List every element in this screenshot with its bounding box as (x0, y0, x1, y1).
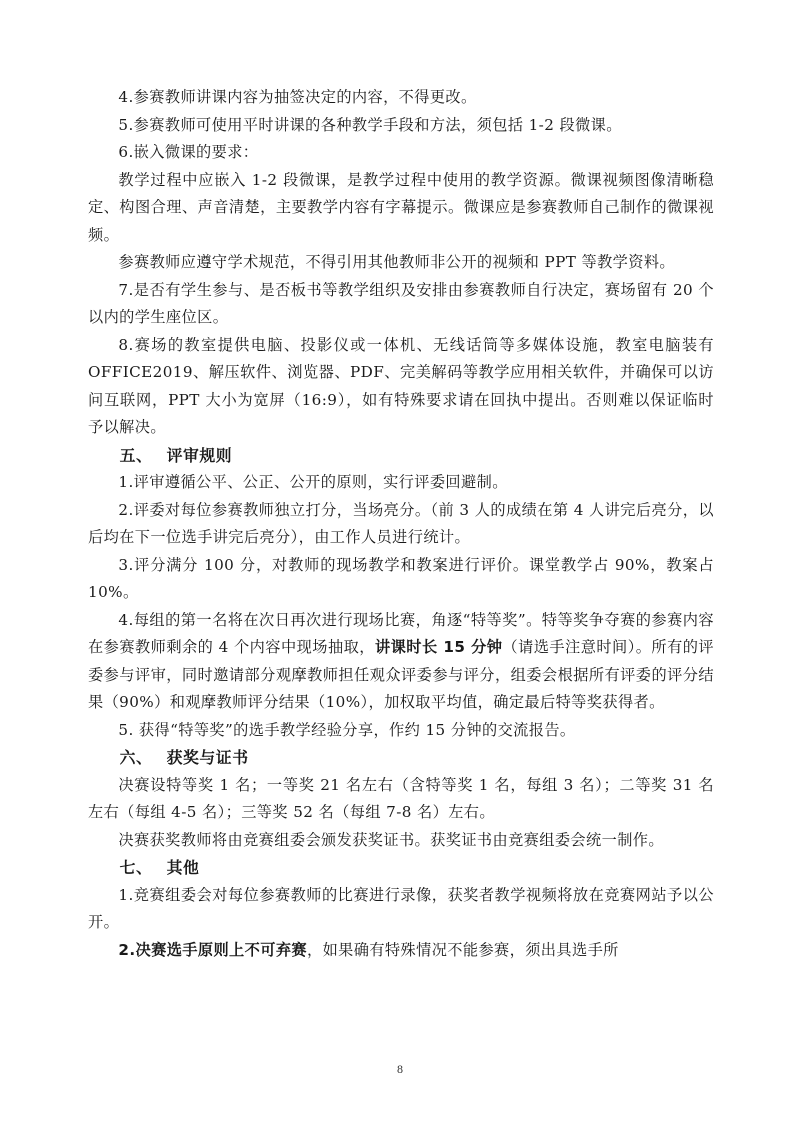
paragraph-item-6: 6.嵌入微课的要求： (118, 143, 259, 161)
rule-text: （请选手注意时间）。所有的评委参与评审，同时邀请部分观摩教师担任观众评委参与评分，组委会根据所有评委的评分结果（90%）和观摩教师评分结果（10%），加权取平均值，确定最后特等奖获得者。 (88, 638, 715, 711)
paragraph-item-8: 8.赛场的教室提供电脑、投影仪或一体机、无线话筒等多媒体设施，教室电脑装有 OFFICE2019、解压软件、浏览器、PDF、完美解码等教学应用相关软件，并确保可以访问互联网，PPT 大小为宽屏（16:9），如有特殊要求请在回执中提出。否则难以保证临时予以解决。 (88, 335, 714, 436)
section-heading-review-rules (88, 442, 714, 470)
review-rule-5: 5. 获得“特等奖”的选手教学经验分享，作约 15 分钟的交流报告。 (118, 720, 576, 739)
section-heading-other (88, 854, 714, 882)
page-number: 8 (397, 1062, 403, 1076)
paragraph-item-4: 4.参赛教师讲课内容为抽签决定的内容，不得更改。 (118, 88, 477, 106)
review-rule-2: 2.评委对每位参赛教师独立打分，当场亮分。（前 3 人的成绩在第 4 人讲完后亮分，以后均在下一位选手讲完后亮分），由工作人员进行统计。 (88, 500, 714, 546)
paragraph-micro-lesson: 教学过程中应嵌入 1-2 段微课，是教学过程中使用的教学资源。微课视频图像清晰稳定、构图合理、声音清楚，主要教学内容有字幕提示。微课应是参赛教师自己制作的微课视频。 (88, 170, 714, 244)
awards-paragraph-2: 决赛获奖教师将由竞赛组委会颁发获奖证书。获奖证书由竞赛组委会统一制作。 (118, 830, 664, 849)
bold-text: 2.决赛选手原则上不可弃赛 (118, 940, 307, 959)
section-number: 六、 (119, 748, 153, 767)
other-paragraph-1: 1.竞赛组委会对每位参赛教师的比赛进行录像，获奖者教学视频将放在竞赛网站予以公开。 (88, 885, 714, 931)
section-title: 获奖与证书 (166, 748, 249, 767)
other-text: ，如果确有特殊情况不能参赛，须出具选手所 (307, 940, 619, 959)
page-content (88, 84, 714, 964)
paragraph-item-5: 5.参赛教师可使用平时讲课的各种教学手段和方法，须包括 1-2 段微课。 (118, 115, 622, 134)
section-number: 五、 (119, 445, 153, 465)
review-rule-1: 1.评审遵循公平、公正、公开的原则，实行评委回避制。 (118, 473, 508, 491)
paragraph-item-7: 7.是否有学生参与、是否板书等教学组织及安排由参赛教师自行决定，赛场留有 20 个以内的学生座位区。 (88, 280, 714, 326)
awards-paragraph-1: 决赛设特等奖 1 名；一等奖 21 名左右（含特等奖 1 名，每组 3 名）；二等奖 31 名左右（每组 4-5 名）；三等奖 52 名（每组 7-8 名）左右。 (88, 775, 714, 821)
review-rule-4 (88, 607, 714, 717)
bold-text: 讲课时长 15 分钟 (374, 638, 503, 656)
section-title: 评审规则 (166, 445, 233, 465)
section-number: 七、 (119, 858, 153, 877)
section-title: 其他 (166, 858, 200, 877)
other-paragraph-2 (88, 937, 714, 965)
paragraph-academic-norms: 参赛教师应遵守学术规范，不得引用其他教师非公开的视频和 PPT 等教学资料。 (118, 253, 676, 271)
rule-text: 4.每组的第一名将在次日再次进行现场比赛，角逐“特等奖”。特等奖争夺赛的参赛内容在参赛教师剩余的 4 个内容中现场抽取， (88, 610, 714, 656)
section-heading-awards (88, 744, 714, 772)
review-rule-3: 3.评分满分 100 分，对教师的现场教学和教案进行评价。课堂教学占 90%，教案占 10%。 (88, 555, 714, 601)
